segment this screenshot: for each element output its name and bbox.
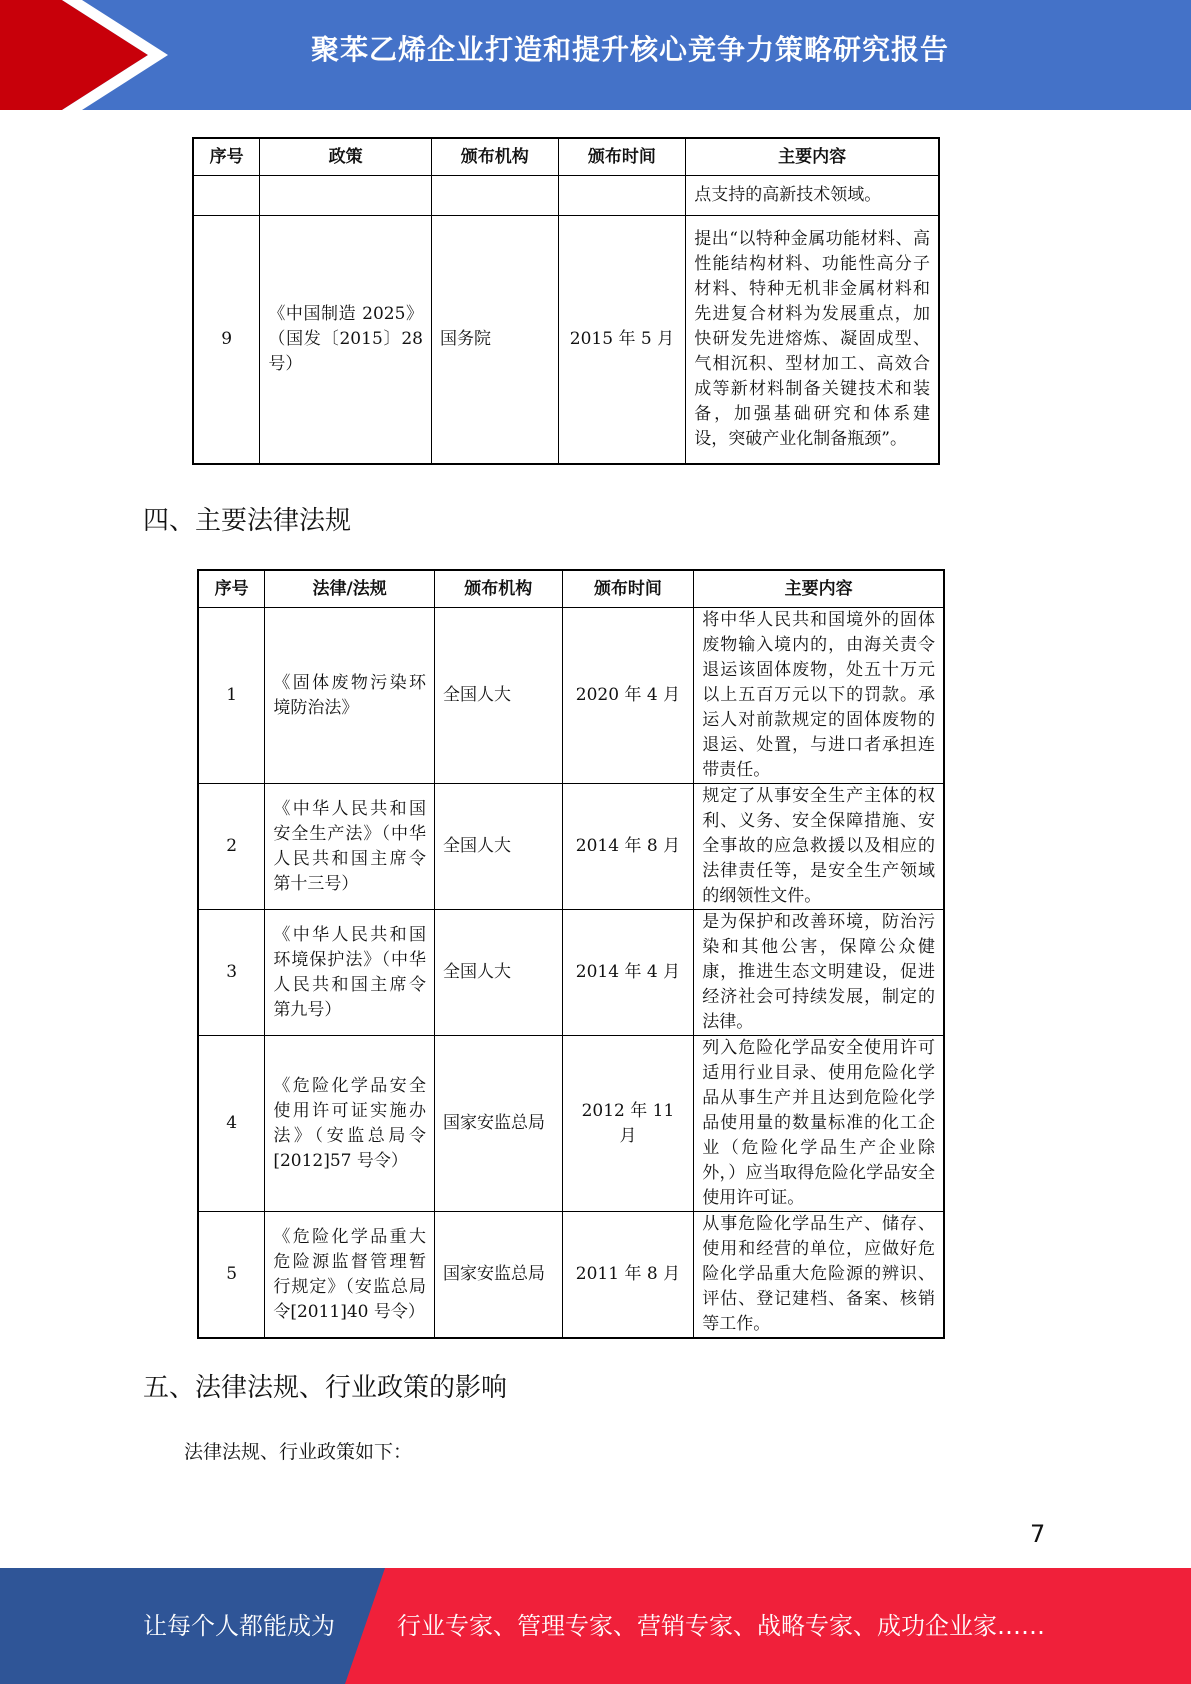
cell-no: 5 bbox=[198, 1212, 265, 1339]
cell-content: 是为保护和改善环境，防治污染和其他公害，保障公众健康，推进生态文明建设，促进经济社会可持续发展，制定的法律。 bbox=[694, 910, 944, 1036]
cell-org: 全国人大 bbox=[435, 608, 563, 784]
header-no: 序号 bbox=[193, 138, 260, 176]
cell-org bbox=[431, 176, 558, 216]
report-title: 聚苯乙烯企业打造和提升核心竞争力策略研究报告 bbox=[310, 33, 949, 66]
cell-date: 2014 年 4 月 bbox=[562, 910, 694, 1036]
table-row bbox=[198, 1212, 944, 1339]
cell-content: 提出“以特种金属功能材料、高性能结构材料、功能性高分子材料、特种无机非金属材料和先进复合材料为发展重点，加快研发先进熔炼、凝固成型、气相沉积、型材加工、高效合成等新材料制备关键技术和装备，加强基础研究和体系建设，突破产业化制备瓶颈”。 bbox=[686, 216, 939, 464]
laws-table bbox=[197, 569, 945, 1339]
body-paragraph: 法律法规、行业政策如下： bbox=[184, 1441, 413, 1463]
page-header bbox=[0, 0, 1191, 110]
table-header-row bbox=[193, 138, 939, 176]
section-heading-laws: 四、主要法律法规 bbox=[143, 506, 352, 536]
footer-slogan-right: 行业专家、管理专家、营销专家、战略专家、成功企业家…… bbox=[397, 1612, 1045, 1640]
cell-date: 2012 年 11 月 bbox=[562, 1036, 694, 1212]
cell-content: 点支持的高新技术领域。 bbox=[686, 176, 939, 216]
header-no: 序号 bbox=[198, 570, 265, 608]
cell-org: 国务院 bbox=[431, 216, 558, 464]
table-header-row bbox=[198, 570, 944, 608]
page-number: 7 bbox=[1030, 1520, 1046, 1548]
cell-name: 《中国制造 2025》（国发〔2015〕28号） bbox=[260, 216, 432, 464]
cell-name bbox=[260, 176, 432, 216]
cell-date: 2020 年 4 月 bbox=[562, 608, 694, 784]
cell-date: 2015 年 5 月 bbox=[558, 216, 686, 464]
section-heading-impact: 五、法律法规、行业政策的影响 bbox=[143, 1373, 508, 1403]
cell-content: 将中华人民共和国境外的固体废物输入境内的，由海关责令退运该固体废物，处五十万元以上五百万元以下的罚款。承运人对前款规定的固体废物的退运、处置，与进口者承担连带责任。 bbox=[694, 608, 944, 784]
cell-name: 《危险化学品重大危险源监督管理暂行规定》（安监总局令[2011]40 号令） bbox=[265, 1212, 435, 1339]
header-content: 主要内容 bbox=[694, 570, 944, 608]
header-law: 法律/法规 bbox=[265, 570, 435, 608]
cell-date: 2011 年 8 月 bbox=[562, 1212, 694, 1339]
cell-date: 2014 年 8 月 bbox=[562, 784, 694, 910]
footer-slogan-left: 让每个人都能成为 bbox=[143, 1612, 335, 1640]
cell-name: 《中华人民共和国环境保护法》（中华人民共和国主席令第九号） bbox=[265, 910, 435, 1036]
cell-content: 列入危险化学品安全使用许可适用行业目录、使用危险化学品从事生产并且达到危险化学品使用量的数量标准的化工企业（危险化学品生产企业除外，）应当取得危险化学品安全使用许可证。 bbox=[694, 1036, 944, 1212]
cell-org: 国家安监总局 bbox=[435, 1036, 563, 1212]
table-row bbox=[198, 910, 944, 1036]
header-org: 颁布机构 bbox=[435, 570, 563, 608]
cell-no: 4 bbox=[198, 1036, 265, 1212]
cell-content: 从事危险化学品生产、储存、使用和经营的单位，应做好危险化学品重大危险源的辨识、评估、登记建档、备案、核销等工作。 bbox=[694, 1212, 944, 1339]
policy-table bbox=[192, 137, 940, 465]
header-content: 主要内容 bbox=[686, 138, 939, 176]
header-policy: 政策 bbox=[260, 138, 432, 176]
cell-no: 1 bbox=[198, 608, 265, 784]
cell-no: 3 bbox=[198, 910, 265, 1036]
header-date: 颁布时间 bbox=[562, 570, 694, 608]
cell-name: 《中华人民共和国安全生产法》（中华人民共和国主席令第十三号） bbox=[265, 784, 435, 910]
cell-no: 2 bbox=[198, 784, 265, 910]
cell-no: 9 bbox=[193, 216, 260, 464]
cell-org: 国家安监总局 bbox=[435, 1212, 563, 1339]
header-date: 颁布时间 bbox=[558, 138, 686, 176]
cell-name: 《危险化学品安全使用许可证实施办法》（安监总局令 [2012]57 号令） bbox=[265, 1036, 435, 1212]
cell-no bbox=[193, 176, 260, 216]
table-row bbox=[193, 176, 939, 216]
page-footer bbox=[0, 1568, 1191, 1684]
table-row bbox=[198, 608, 944, 784]
cell-org: 全国人大 bbox=[435, 910, 563, 1036]
cell-content: 规定了从事安全生产主体的权利、义务、安全保障措施、安全事故的应急救援以及相应的法律责任等，是安全生产领域的纲领性文件。 bbox=[694, 784, 944, 910]
table-row bbox=[198, 784, 944, 910]
cell-date bbox=[558, 176, 686, 216]
cell-org: 全国人大 bbox=[435, 784, 563, 910]
table-row bbox=[198, 1036, 944, 1212]
cell-name: 《固体废物污染环境防治法》 bbox=[265, 608, 435, 784]
table-row bbox=[193, 216, 939, 464]
header-org: 颁布机构 bbox=[431, 138, 558, 176]
